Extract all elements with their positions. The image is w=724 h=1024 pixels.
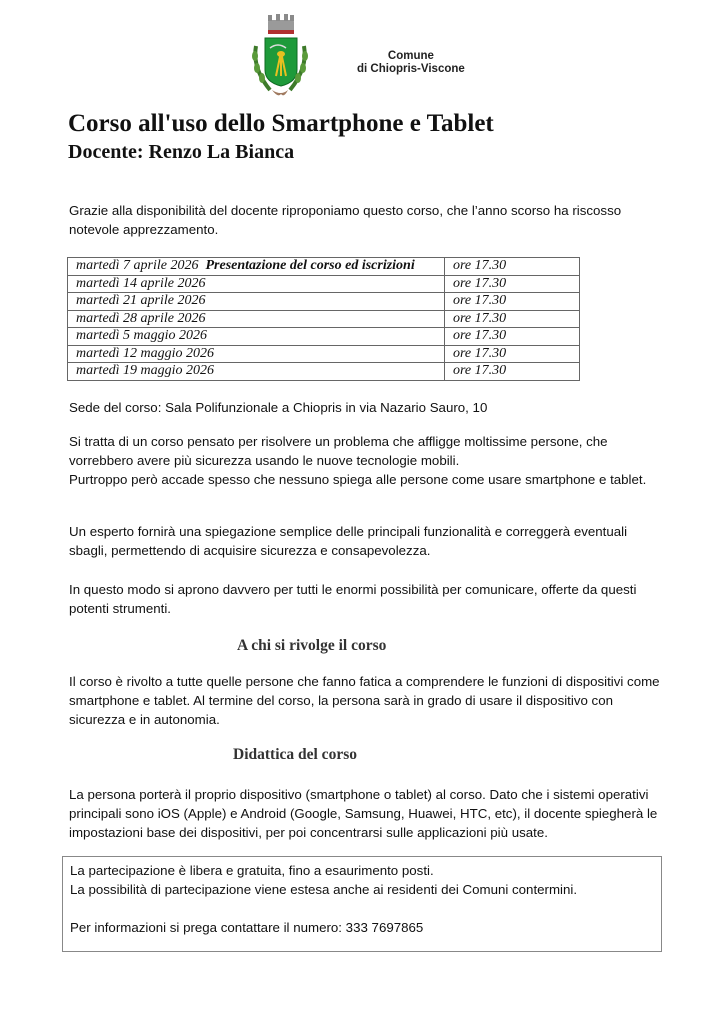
audience-paragraph: Il corso è rivolto a tutte quelle persone che fanno fatica a comprendere le funzioni di dispositivi come smartphone e tablet. Al termine del corso, la persona sarà in grado di usare il dispositivo con sicurezza e in autonomia.	[69, 674, 660, 727]
schedule-note: Presentazione del corso ed iscrizioni	[205, 258, 415, 274]
schedule-date: martedì 5 maggio 2026	[76, 328, 208, 344]
schedule-row	[68, 310, 580, 328]
schedule-date: martedì 28 aprile 2026	[76, 310, 206, 326]
info-line-contact: Per informazioni si prega contattare il numero: 333 7697865	[70, 920, 424, 935]
schedule-time: ore 17.30	[445, 345, 580, 363]
venue-text: Sede del corso: Sala Polifunzionale a Chiopris in via Nazario Sauro, 10	[69, 400, 488, 415]
schedule-date-cell	[68, 275, 445, 293]
schedule-time: ore 17.30	[445, 293, 580, 311]
municipality-line2: di Chiopris-Viscone	[357, 63, 465, 75]
schedule-time: ore 17.30	[445, 310, 580, 328]
info-box	[62, 856, 662, 952]
schedule-date-cell	[68, 258, 445, 276]
description-line2: Purtroppo però accade spesso che nessuno spiega alle persone come usare smartphone e tablet.	[69, 472, 647, 487]
page-title: Corso all'uso dello Smartphone e Tablet	[68, 110, 494, 137]
description-line1: Si tratta di un corso pensato per risolvere un problema che affligge moltissime persone, che vorrebbero avere più sicurezza usando le nuove tecnologie mobili.	[69, 434, 608, 468]
schedule-row	[68, 258, 580, 276]
schedule-date: martedì 21 aprile 2026	[76, 293, 206, 309]
schedule-time: ore 17.30	[445, 363, 580, 381]
expert-paragraph: Un esperto fornirà una spiegazione semplice delle principali funzionalità e correggerà eventuali sbagli, permettendo di acquisire sicurezza e consapevolezza.	[69, 524, 628, 558]
schedule-row	[68, 363, 580, 381]
possibilities-paragraph: In questo modo si aprono davvero per tutti le enormi possibilità per comunicare, offerte da questi potenti strumenti.	[69, 582, 637, 616]
coat-of-arms-icon	[248, 12, 312, 102]
section-heading-audience: A chi si rivolge il corso	[237, 637, 387, 654]
municipality-line1: Comune	[387, 50, 434, 62]
schedule-row	[68, 293, 580, 311]
schedule-table	[67, 257, 580, 381]
schedule-time: ore 17.30	[445, 328, 580, 346]
schedule-date-cell	[68, 363, 445, 381]
section-heading-teaching: Didattica del corso	[233, 746, 357, 763]
schedule-date: martedì 14 aprile 2026	[76, 275, 206, 291]
page-subtitle: Docente: Renzo La Bianca	[68, 141, 295, 163]
info-line-residents: La possibilità di partecipazione viene estesa anche ai residenti dei Comuni contermini.	[70, 882, 578, 897]
schedule-date: martedì 12 maggio 2026	[76, 345, 215, 361]
info-line-participation: La partecipazione è libera e gratuita, fino a esaurimento posti.	[70, 863, 434, 878]
intro-paragraph: Grazie alla disponibilità del docente riproponiamo questo corso, che l’anno scorso ha riscosso notevole apprezzamento.	[69, 203, 622, 237]
schedule-date-cell	[68, 310, 445, 328]
schedule-date: martedì 7 aprile 2026	[76, 258, 199, 274]
schedule-date-cell	[68, 328, 445, 346]
schedule-row	[68, 275, 580, 293]
municipality-name	[357, 50, 465, 76]
schedule-date: martedì 19 maggio 2026	[76, 363, 215, 379]
teaching-paragraph: La persona porterà il proprio dispositivo (smartphone o tablet) al corso. Dato che i sistemi operativi principali sono iOS (Apple) e Android (Google, Samsung, Huawei, HTC, etc), il docente spiegherà le impostazioni base dei dispositivi, per poi concentrarsi sulle applicazioni più usate.	[69, 787, 658, 840]
schedule-time: ore 17.30	[445, 275, 580, 293]
schedule-row	[68, 328, 580, 346]
schedule-row	[68, 345, 580, 363]
description-paragraph	[69, 432, 669, 489]
schedule-time: ore 17.30	[445, 258, 580, 276]
schedule-date-cell	[68, 293, 445, 311]
schedule-date-cell	[68, 345, 445, 363]
